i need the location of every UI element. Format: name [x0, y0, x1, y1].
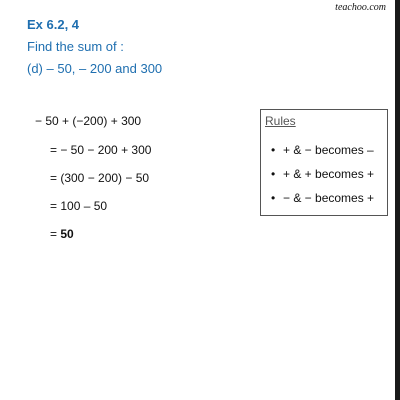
final-answer: 50 — [60, 227, 74, 241]
question-text: Find the sum of : — [27, 39, 124, 54]
solution-step: = (300 − 200) − 50 — [50, 171, 150, 185]
solution-step: = − 50 − 200 + 300 — [50, 143, 152, 157]
question-part: (d) – 50, – 200 and 300 — [27, 61, 163, 76]
bullet-icon: • — [271, 143, 276, 157]
rule-text: + & + becomes + — [283, 167, 375, 181]
rule-text: − & − becomes + — [283, 191, 375, 205]
rules-title: Rules — [265, 114, 296, 128]
brand-logo: teachoo.com — [335, 2, 386, 13]
solution-step: − 50 + (−200) + 300 — [35, 114, 142, 128]
exercise-number: Ex 6.2, 4 — [27, 17, 80, 32]
bullet-icon: • — [271, 191, 276, 205]
question-header — [27, 14, 162, 80]
rule-item — [271, 191, 374, 205]
solution-final — [50, 227, 74, 241]
rule-item — [271, 167, 374, 181]
rule-item — [271, 143, 374, 157]
rules-box — [260, 109, 388, 216]
solution-step: = 100 – 50 — [50, 199, 108, 213]
bullet-icon: • — [271, 167, 276, 181]
final-equals: = — [50, 227, 61, 241]
right-edge-bar — [395, 0, 400, 400]
rule-text: + & − becomes – — [283, 143, 374, 157]
